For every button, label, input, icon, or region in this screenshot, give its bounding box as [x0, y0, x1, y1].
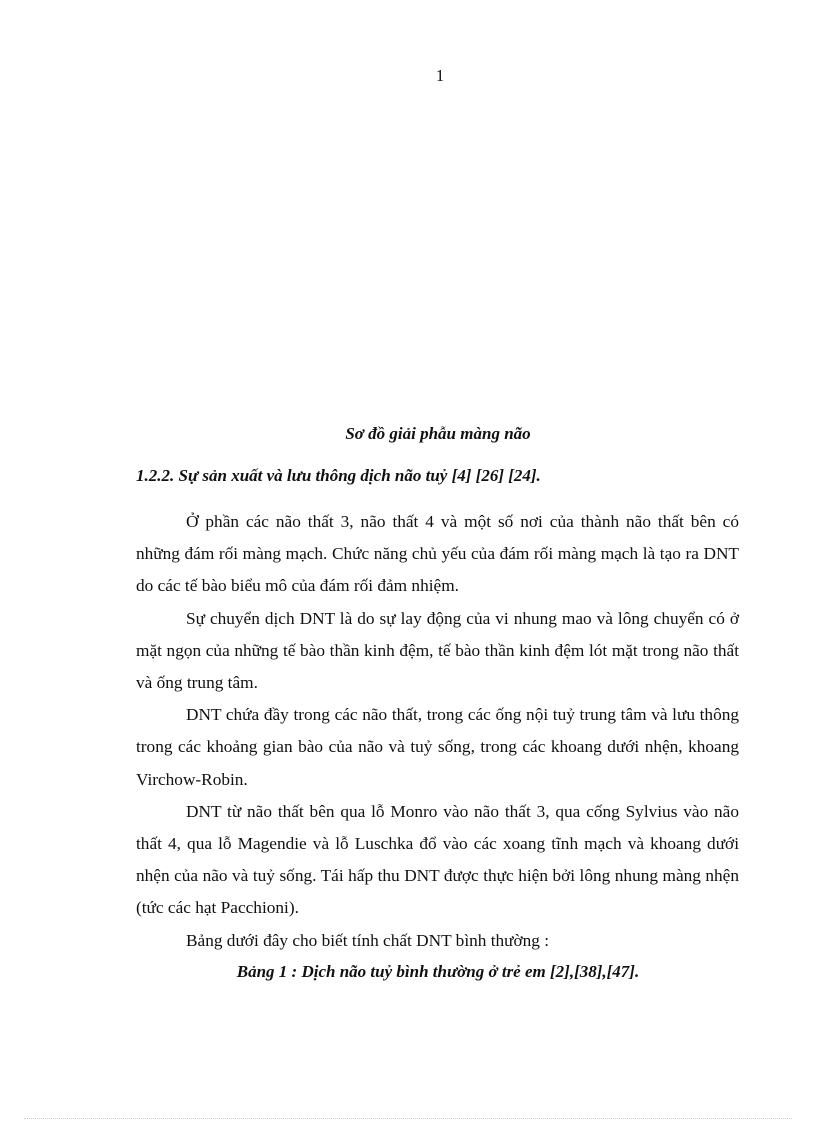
section-heading: 1.2.2. Sự sản xuất và lưu thông dịch não tuỷ [4] [26] [24]. — [136, 466, 541, 485]
paragraph: DNT chứa đầy trong các não thất, trong các ống nội tuỷ trung tâm và lưu thông trong các khoảng gian bào của não và tuỷ sống, trong các khoang dưới nhện, khoang Virchow-Robin. — [136, 705, 739, 789]
paragraph: Bảng dưới đây cho biết tính chất DNT bình thường : — [186, 930, 550, 950]
figure-placeholder — [136, 110, 740, 410]
paragraph: Ở phần các não thất 3, não thất 4 và một số nơi của thành não thất bên có những đám rối màng mạch. Chức năng chủ yếu của đám rối màng mạch là tạo ra DNT do các tế bào biểu mô của đám rối đảm nhiệm. — [136, 512, 739, 596]
body-text — [136, 506, 739, 957]
table-caption: Bảng 1 : Dịch não tuỷ bình thường ở trẻ em [2],[38],[47]. — [236, 962, 640, 981]
figure-caption: Sơ đồ giải phẫu màng não — [345, 424, 531, 443]
page-divider — [24, 1118, 792, 1119]
paragraph: DNT từ não thất bên qua lỗ Monro vào não thất 3, qua cống Sylvius vào não thất 4, qua lỗ Magendie và lỗ Luschka đổ vào các xoang tĩnh mạch và khoang dưới nhện của não và tuỷ sống. Tái hấp thu DNT được thực hiện bởi lông nhung màng nhện (tức các hạt Pacchioni). — [136, 801, 739, 918]
paragraph: Sự chuyển dịch DNT là do sự lay động của vi nhung mao và lông chuyển có ở mặt ngọn của những tế bào thần kinh đệm, tế bào thần kinh đệm lót mặt trong não thất và ống trung tâm. — [136, 608, 739, 693]
page-number: 1 — [435, 66, 445, 85]
